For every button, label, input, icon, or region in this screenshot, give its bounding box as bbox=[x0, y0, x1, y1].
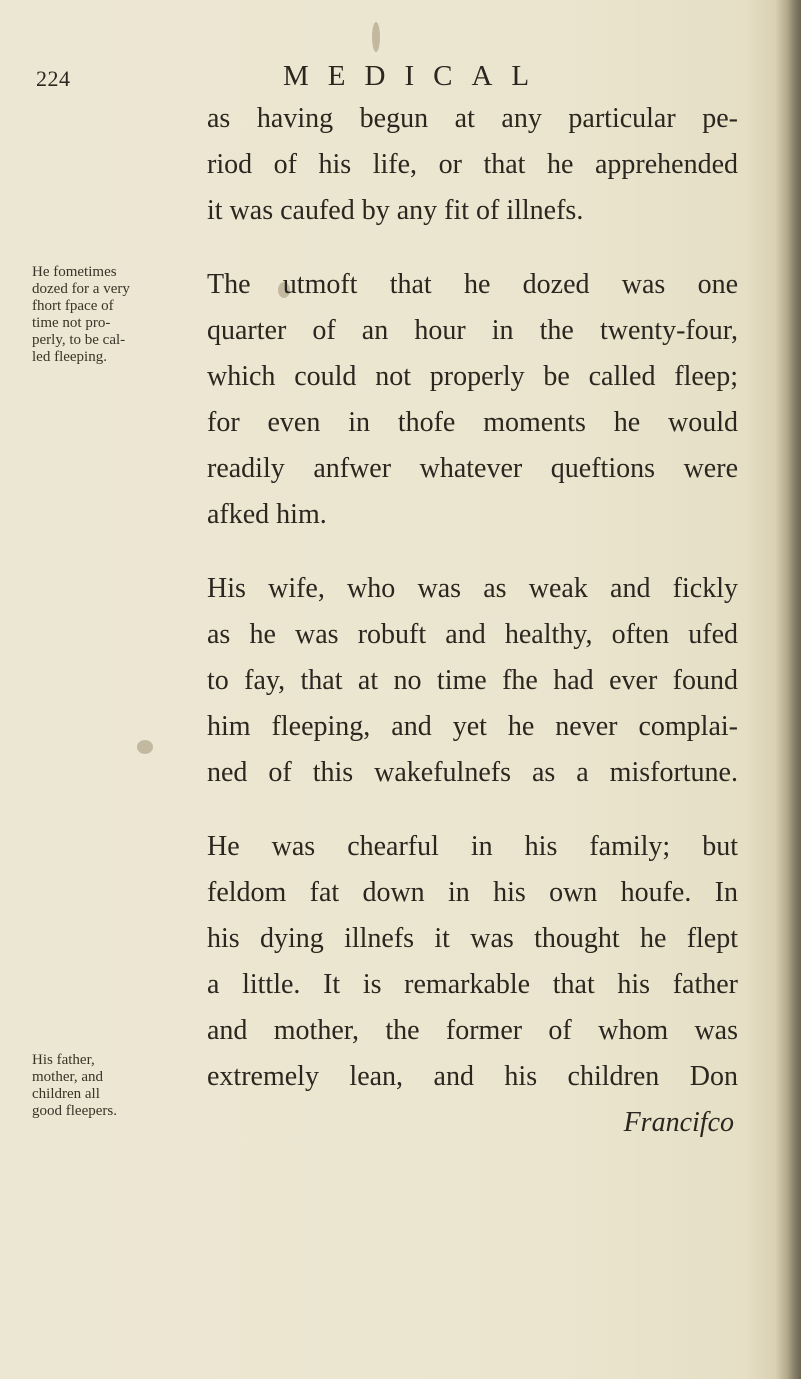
text-line: afked him. bbox=[207, 499, 327, 530]
text-line: riod of his life, or that he apprehended bbox=[207, 149, 738, 180]
marginal-note-line: time not pro- bbox=[32, 315, 111, 331]
paragraph-gap bbox=[207, 796, 747, 824]
running-title: MEDICAL bbox=[283, 60, 549, 92]
marginal-note-line: good fleepers. bbox=[32, 1103, 117, 1119]
marginal-note-line: led fleeping. bbox=[32, 349, 107, 365]
marginal-note-line: He fometimes bbox=[32, 264, 117, 280]
paragraph bbox=[207, 96, 747, 234]
text-line: The utmoft that he dozed was one bbox=[207, 269, 738, 300]
text-line: His wife, who was as weak and fickly bbox=[207, 573, 738, 604]
text-line: as he was robuft and healthy, often ufed bbox=[207, 619, 738, 650]
text-line: for even in thofe moments he would bbox=[207, 407, 738, 438]
text-line: ned of this wakefulnefs as a misfortune. bbox=[207, 757, 738, 788]
page-number: 224 bbox=[36, 66, 71, 91]
marginal-note-line: fhort fpace of bbox=[32, 298, 114, 314]
text-line: a little. It is remarkable that his father bbox=[207, 969, 738, 1000]
text-line: to fay, that at no time fhe had ever found bbox=[207, 665, 738, 696]
text-line: quarter of an hour in the twenty-four, bbox=[207, 315, 738, 346]
text-line: feldom fat down in his own houfe. In bbox=[207, 877, 738, 908]
marginal-note-line: His father, bbox=[32, 1052, 95, 1068]
paragraph bbox=[207, 824, 747, 1100]
paragraph-gap bbox=[207, 234, 747, 262]
text-line: his dying illnefs it was thought he flept bbox=[207, 923, 738, 954]
paragraph bbox=[207, 262, 747, 538]
marginal-note-line: perly, to be cal- bbox=[32, 332, 126, 348]
text-line: extremely lean, and his children Don bbox=[207, 1061, 738, 1092]
text-line: as having begun at any particular pe- bbox=[207, 103, 738, 134]
body-text bbox=[207, 96, 747, 1146]
text-line: readily anfwer whatever queftions were bbox=[207, 453, 738, 484]
text-line: He was chearful in his family; but bbox=[207, 831, 738, 862]
paragraph-gap bbox=[207, 538, 747, 566]
marginal-note bbox=[32, 1052, 174, 1120]
text-line: him fleeping, and yet he never complai- bbox=[207, 711, 738, 742]
catchword: Francifco bbox=[623, 1107, 734, 1138]
marginal-note-line: mother, and bbox=[32, 1069, 104, 1085]
ink-blot bbox=[372, 22, 380, 52]
marginal-note-line: dozed for a very bbox=[32, 281, 130, 297]
text-line: which could not properly be called fleep; bbox=[207, 361, 738, 392]
paragraph bbox=[207, 566, 747, 796]
text-line: and mother, the former of whom was bbox=[207, 1015, 738, 1046]
ink-blot bbox=[137, 740, 153, 754]
marginal-note bbox=[32, 264, 174, 366]
page-gutter-shadow bbox=[775, 0, 801, 1379]
text-line: it was caufed by any fit of illnefs. bbox=[207, 195, 584, 226]
marginal-note-line: children all bbox=[32, 1086, 100, 1102]
